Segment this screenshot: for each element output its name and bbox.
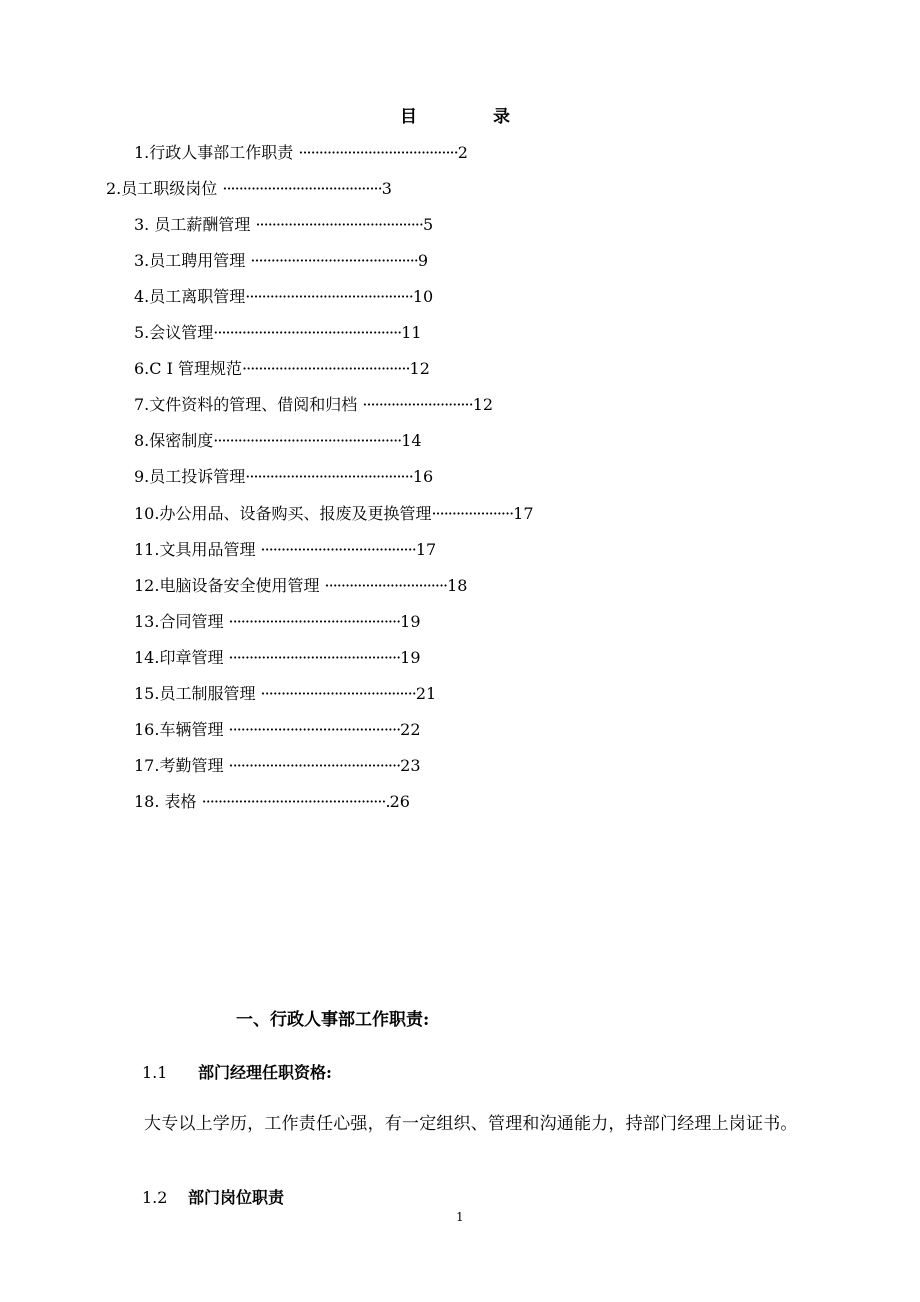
toc-entry-label: 18. 表格 (134, 792, 202, 811)
toc-entry-label: 13.合同管理 (134, 612, 229, 631)
toc-entry-leader: ······································· (222, 179, 382, 198)
toc-entry[interactable] (134, 215, 433, 235)
toc-entry-page: 23 (400, 756, 421, 775)
toc-entry-page: 12 (409, 359, 430, 378)
toc-entry-leader: ········································· (250, 251, 418, 270)
toc-entry[interactable] (134, 467, 433, 487)
toc-entry-page: 9 (417, 251, 429, 270)
subsection-heading-1-2 (142, 1185, 284, 1208)
toc-entry[interactable] (134, 504, 534, 524)
toc-entry-leader: ········································· (242, 359, 410, 378)
subsection-number: 1.2 (142, 1188, 168, 1207)
toc-entry-leader: ·············································· (213, 431, 402, 450)
toc-entry-leader: ······································ (260, 684, 416, 703)
toc-entry[interactable] (134, 323, 422, 343)
toc-entry[interactable] (134, 540, 436, 560)
toc-entry-leader: ········································· (255, 215, 423, 234)
toc-entry-page: 11 (401, 323, 422, 342)
toc-entry-label: 1.行政人事部工作职责 (134, 143, 299, 162)
toc-entry-label: 8.保密制度 (134, 431, 214, 450)
toc-entry-leader: ··························· (362, 395, 473, 414)
toc-entry[interactable] (134, 251, 428, 271)
toc-entry[interactable] (134, 143, 468, 163)
toc-entry-page: 2 (457, 143, 468, 162)
toc-entry-leader: ·············································. (201, 792, 390, 811)
toc-entry-page: 26 (389, 792, 410, 811)
toc-entry-page: 14 (401, 431, 422, 450)
toc-entry[interactable] (134, 792, 410, 812)
toc-entry-label: 14.印章管理 (134, 648, 229, 667)
toc-entry-label: 3.员工聘用管理 (134, 251, 251, 270)
toc-entry[interactable] (134, 684, 436, 704)
toc-entry-page: 18 (447, 576, 468, 595)
toc-entry[interactable] (134, 648, 421, 668)
toc-entry-label: 11.文具用品管理 (134, 540, 261, 559)
toc-entry-label: 17.考勤管理 (134, 756, 229, 775)
toc-entry-label: 12.电脑设备安全使用管理 (134, 576, 325, 595)
toc-title (400, 102, 510, 127)
toc-entry-leader: ·········································· (228, 612, 401, 631)
toc-entry[interactable] (134, 395, 493, 415)
toc-entry[interactable] (134, 720, 421, 740)
toc-entry-label: 6.C I 管理规范 (134, 359, 243, 378)
toc-entry-label: 15.员工制服管理 (134, 684, 261, 703)
toc-entry-page: 19 (400, 612, 421, 631)
toc-entry[interactable] (106, 179, 392, 199)
toc-entry-leader: ···················· (431, 504, 514, 523)
toc-entry[interactable] (134, 359, 430, 379)
toc-entry-leader: ······································ (260, 540, 416, 559)
toc-entry-page: 21 (415, 684, 437, 703)
toc-entry[interactable] (134, 431, 422, 451)
toc-entry-page: 3 (381, 179, 392, 198)
toc-entry-leader: ·············································· (213, 323, 402, 342)
toc-entry-label: 7.文件资料的管理、借阅和归档 (134, 395, 363, 414)
toc-entry-page: 12 (472, 395, 494, 414)
toc-entry-leader: ········································· (245, 467, 413, 486)
toc-entry-leader: ······································· (298, 143, 458, 162)
subsection-number: 1.1 (142, 1063, 168, 1082)
subsection-text: 部门岗位职责 (188, 1188, 285, 1207)
toc-entry-page: 22 (400, 720, 421, 739)
toc-entry-leader: ·········································· (228, 648, 401, 667)
subsection-text: 部门经理任职资格: (198, 1063, 332, 1082)
toc-entry-label: 4.员工离职管理 (134, 287, 246, 306)
qualification-paragraph: 大专以上学历，工作责任心强，有一定组织、管理和沟通能力，持部门经理上岗证书。 (144, 1114, 798, 1134)
toc-entry-label: 9.员工投诉管理 (134, 467, 246, 486)
toc-entry[interactable] (134, 612, 421, 632)
toc-entry-page: 10 (412, 287, 434, 306)
toc-entry-leader: ·········································· (228, 720, 401, 739)
toc-entry-label: 5.会议管理 (134, 323, 214, 342)
toc-entry-page: 17 (513, 504, 534, 523)
toc-entry-leader: ·········································· (228, 756, 401, 775)
toc-entry-label: 10.办公用品、设备购买、报废及更换管理 (134, 504, 432, 523)
toc-entry-page: 5 (422, 215, 434, 234)
toc-entry-label: 2.员工职级岗位 (106, 179, 223, 198)
toc-entry[interactable] (134, 287, 433, 307)
toc-entry-leader: ······························ (324, 576, 448, 595)
toc-entry-leader: ········································· (245, 287, 413, 306)
toc-entry-page: 19 (400, 648, 421, 667)
toc-entry-page: 17 (415, 540, 437, 559)
subsection-heading-1-1 (142, 1060, 332, 1083)
toc-entry-label: 16.车辆管理 (134, 720, 229, 739)
toc-entry-label: 3. 员工薪酬管理 (134, 215, 256, 234)
toc-entry-page: 16 (412, 467, 434, 486)
page-number: 1 (456, 1210, 464, 1224)
toc-entry[interactable] (134, 756, 421, 776)
toc-entry[interactable] (134, 576, 467, 596)
section-title: 一、行政人事部工作职责: (236, 1010, 430, 1030)
toc-title-left: 目 (400, 107, 417, 127)
toc-title-right: 录 (493, 107, 510, 127)
